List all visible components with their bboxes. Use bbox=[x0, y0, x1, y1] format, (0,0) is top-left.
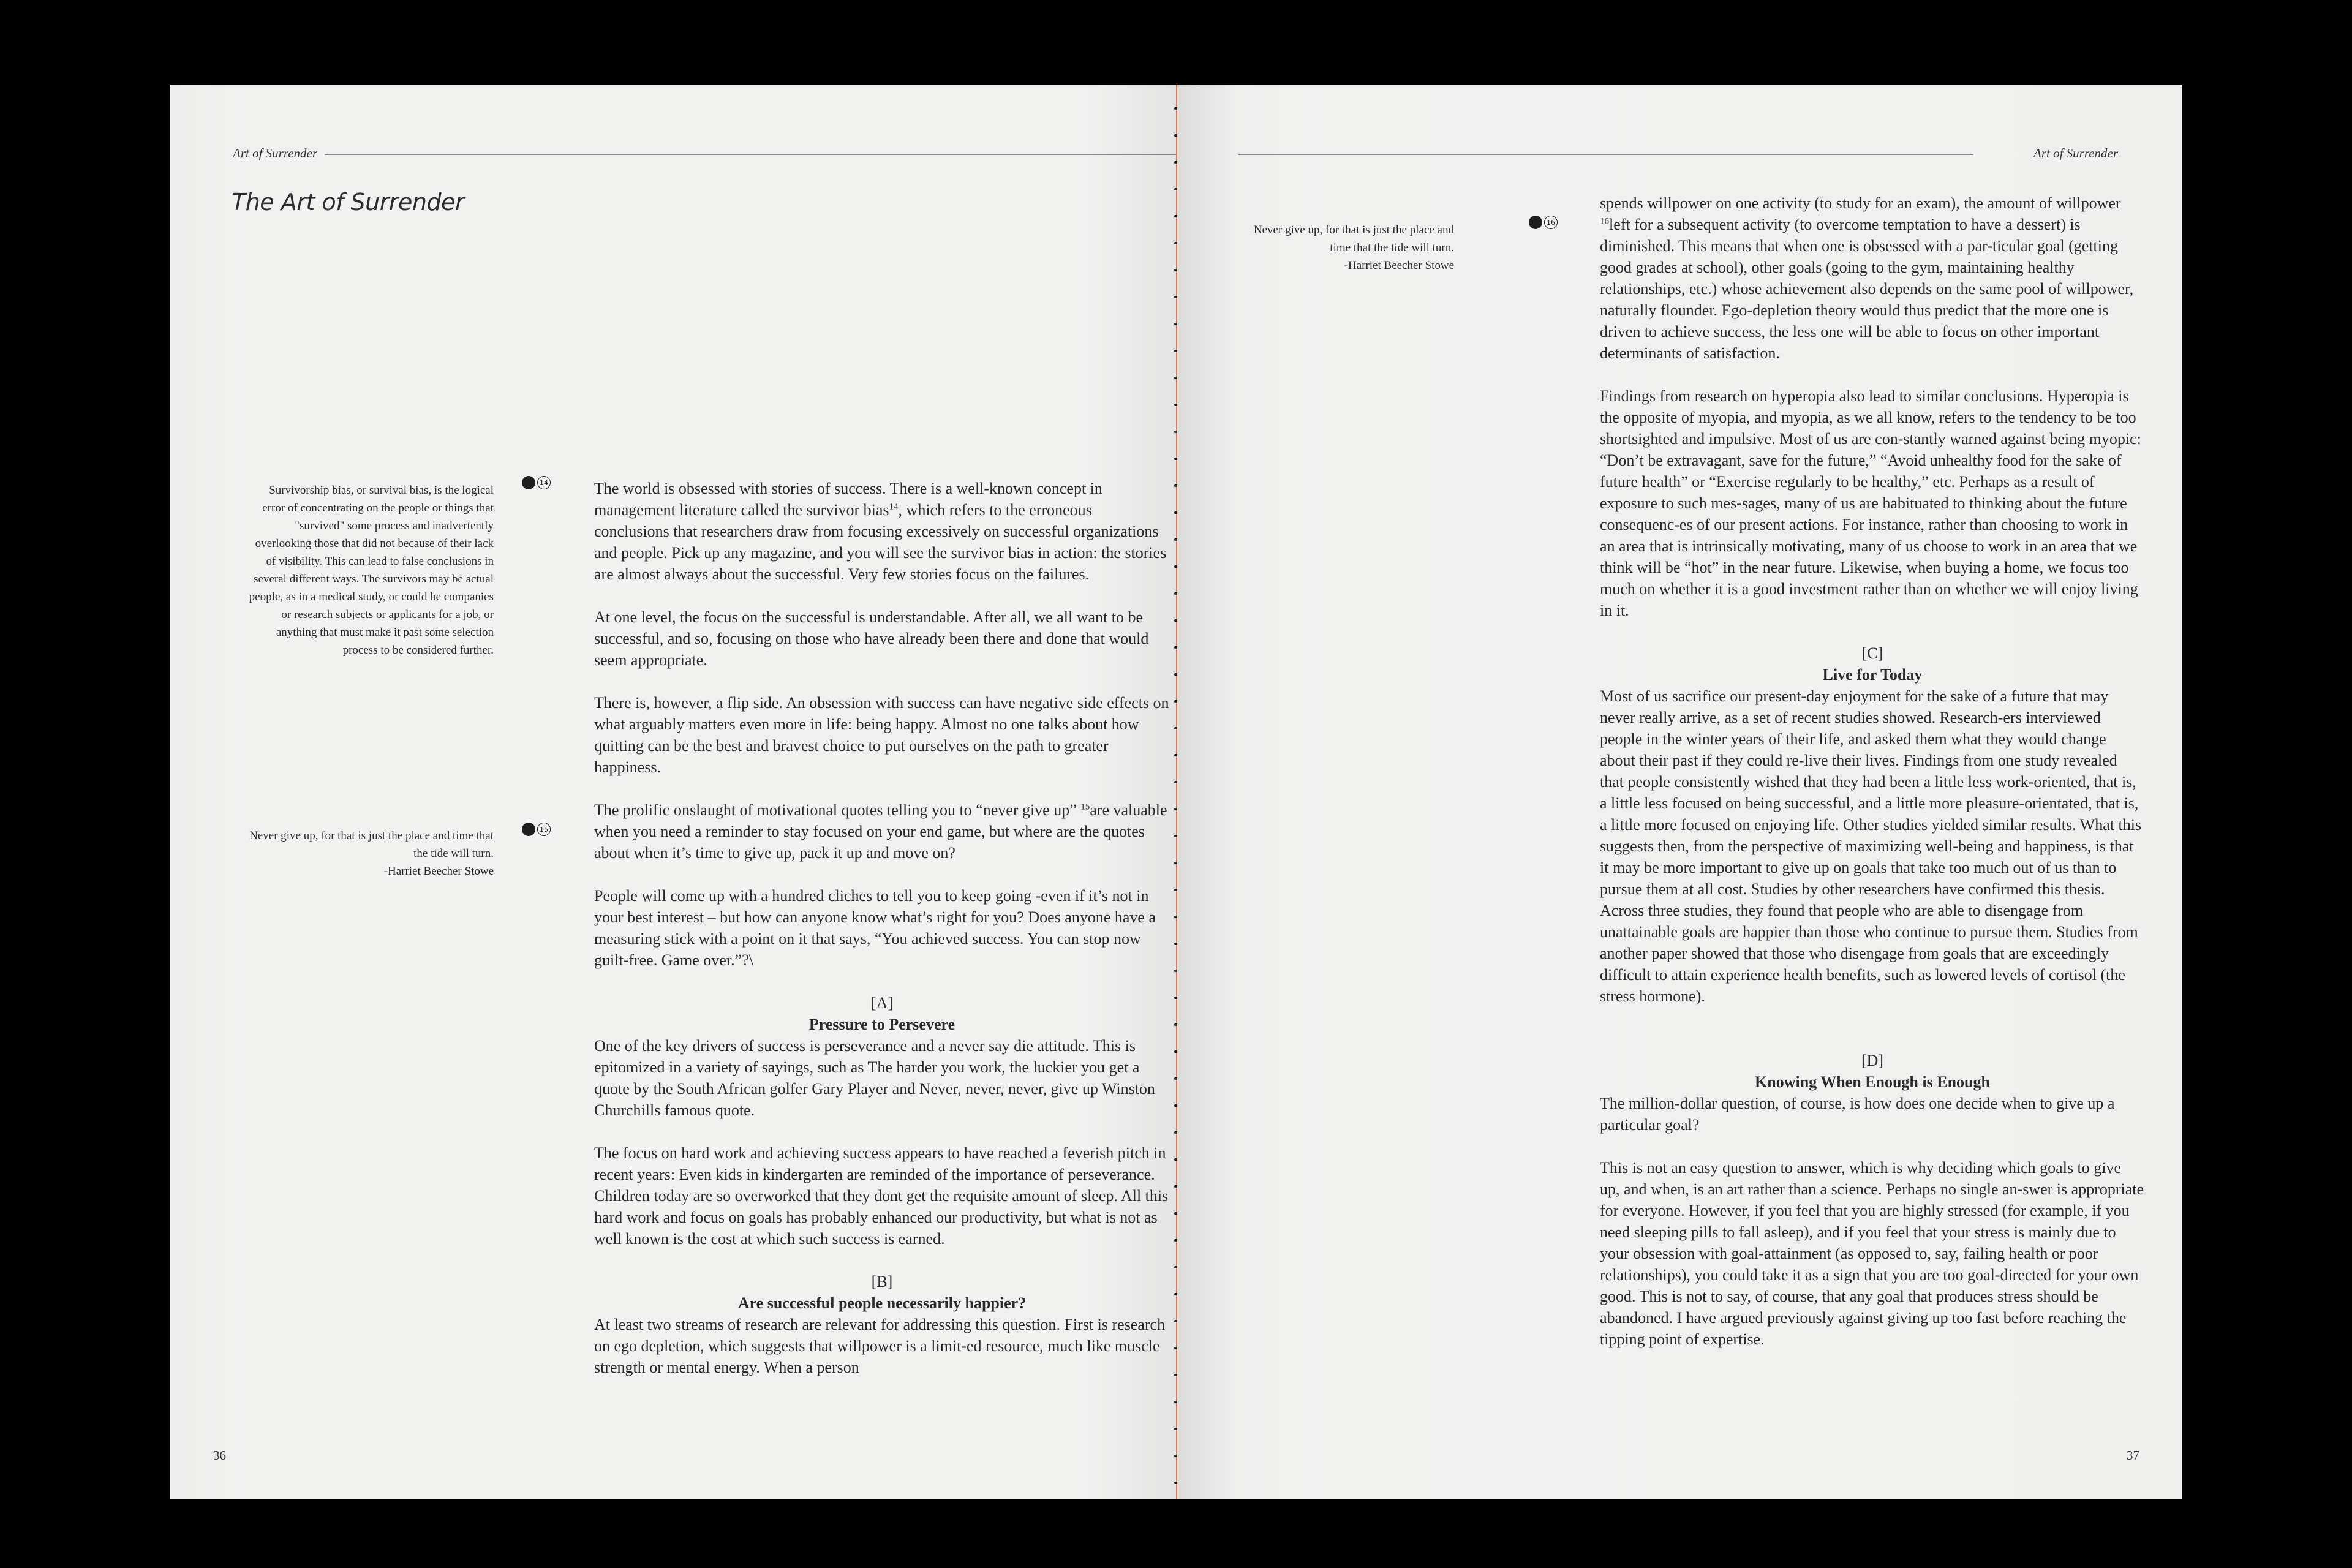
paragraph: The focus on hard work and achieving success appears to have reached a feverish pitch in recent years: Even kids in kindergarten are reminded of the importance of perseverance. Children today are so overworked that they dont get the requisite amount of sleep. All this hard work and focus on goals has probably enhanced our productivity, but what is not as well known is the cost at which such success is earned. bbox=[594, 1144, 1169, 1248]
sidenote-survivorship-bias: Survivorship bias, or survival bias, is the logical error of concentrating on the people or things that "survived" some process and inadvertently overlooking those that did not because of their lack of visibility. This can lead to false conclusions in several different ways. The survivors may be actual people, as in a medical study, or could be companies or research subjects or applicants for a job, or anything that must make it past some selection process to be considered further. bbox=[249, 484, 494, 657]
page-number-right: 37 bbox=[2127, 1448, 2139, 1463]
sidenote-quote-text: Never give up, for that is just the place and time that the tide will turn. bbox=[1253, 224, 1454, 254]
sidenote-quote-author: -Harriet Beecher Stowe bbox=[383, 865, 494, 878]
paragraph: spends willpower on one activity (to study for an exam), the amount of willpower $^{16}$left for a subsequent activity (to overcome temptation to have a dessert) is diminished. This means that when one is obsessed with a par-ticular goal (getting good grades at school), other goals (going to the gym, maintaining healthy relationships, etc.) whose achievement also depends on the same pool of willpower, naturally flounder. Ego-depletion theory would thus predict that the more one is driven to achieve success, the less one will be able to focus on other important determinants of satisfaction. bbox=[1600, 194, 2134, 362]
paragraph: The world is obsessed with stories of success. There is a well-known concept in management literature called the survivor bias$^{14}$, which refers to the erroneous conclusions that researchers draw from focusing excessively on successful organizations and people. Pick up any magazine, and you will see the survivor bias in action: the stories are almost always about the successful. Very few stories focus on the failures. bbox=[594, 480, 1167, 583]
footnote-marker-16 bbox=[1529, 216, 1558, 229]
footnote-marker-15 bbox=[522, 823, 551, 836]
paragraph: At least two streams of research are relevant for addressing this question. First is research on ego depletion, which suggests that willpower is a limit-ed resource, much like muscle strength or mental energy. When a person bbox=[594, 1316, 1166, 1376]
paragraph: Findings from research on hyperopia also lead to similar conclusions. Hyperopia is the opposite of myopia, and myopia, as we all know, refers to the tendency to be too shortsighted and impulsive. Most of us are con-stantly warned against being myopic: “Don’t be extravagant, save for the future,” “Avoid unhealthy food for the sake of future health” or “Exercise regularly to be healthy,” etc. Perhaps as a result of exposure to such mes-sages, many of us are habituated to thinking about the future consequenc-es of our present actions. For instance, rather than choosing to work in an area that is intrinsically motivating, many of us choose to work in an area that we think will be “hot” in the near future. Likewise, when buying a home, we focus too much on whether it is a good investment rather than on whether we will enjoy living in it. bbox=[1600, 387, 2141, 619]
section-title-b: Are successful people necessarily happier? bbox=[737, 1294, 1027, 1312]
circled-number-icon: 16 bbox=[1544, 216, 1558, 229]
bullet-dot-icon bbox=[522, 476, 535, 489]
paragraph: People will come up with a hundred cliches to tell you to keep going -even if it’s not in your best interest – but how can anyone know what’s right for you? Does anyone have a measuring stick with a point on it that says, “You achieved success. You can stop now guilt-free. Game over.”?\ bbox=[594, 887, 1156, 969]
running-head-right: Art of Surrender bbox=[2034, 146, 2119, 160]
sidenote-quote-16 bbox=[1238, 221, 1454, 274]
right-body-column bbox=[1600, 192, 2145, 1371]
sidenote-quote-author: -Harriet Beecher Stowe bbox=[1344, 259, 1454, 272]
sidenote-quote-text: Never give up, for that is just the place and time that the tide will turn. bbox=[249, 829, 494, 860]
page-title: The Art of Surrender bbox=[232, 189, 465, 216]
left-page bbox=[170, 85, 1177, 1499]
paragraph: Most of us sacrifice our present-day enjoyment for the sake of a future that may never really arrive, as a set of recent studies showed. Research-ers interviewed people in the winter years of their life, and asked them what they would change about their past if they could re-live their lives. Findings from one study revealed that people consistently wished that they had been a little less work-oriented, that is, a little less focused on being successful, and a little more pleasure-orientated, that is, a little more focused on enjoying life. Other studies yielded similar results. What this suggests then, from the perspective of maximizing well-being and happiness, is that it may be more important to give up on goals that take too much out of us than to pursue them at all cost. Studies by other researchers have confirmed this thesis. Across three studies, they found that people who are able to disengage from unattainable goals are happier than those who continue to pursue them. Studies from another paper showed that those who disengage from goals that are exceedingly difficult to attain experience health benefits, such as lowered levels of cortisol (the stress hormone). bbox=[1600, 687, 2142, 1005]
header-rule-right bbox=[1238, 154, 1973, 155]
running-head-left: Art of Surrender bbox=[233, 146, 318, 160]
footnote-marker-14 bbox=[522, 476, 551, 489]
section-label-d: [D] bbox=[1861, 1052, 1884, 1069]
left-body-column bbox=[594, 478, 1170, 1400]
section-label-a: [A] bbox=[870, 994, 894, 1012]
header-rule-left bbox=[325, 154, 1177, 155]
section-label-b: [B] bbox=[871, 1273, 893, 1291]
circled-number-icon: 15 bbox=[537, 823, 551, 836]
right-page bbox=[1177, 85, 2182, 1499]
section-title-d: Knowing When Enough is Enough bbox=[1755, 1073, 1990, 1091]
section-title-c: Live for Today bbox=[1822, 666, 1923, 684]
paragraph: One of the key drivers of success is perseverance and a never say die attitude. This is epitomized in a variety of sayings, such as The harder you work, the luckier you get a quote by the South African golfer Gary Player and Never, never, never, give up Winston Churchills famous quote. bbox=[594, 1037, 1155, 1119]
paragraph: The million-dollar question, of course, is how does one decide when to give up a particular goal? bbox=[1600, 1095, 2115, 1134]
paragraph: There is, however, a flip side. An obsession with success can have negative side effects on what arguably matters even more in life: being happy. Almost no one talks about how quitting can be the best and bravest choice to put ourselves on the path to greater happiness. bbox=[594, 694, 1169, 776]
bullet-dot-icon bbox=[1529, 216, 1542, 229]
paragraph: The prolific onslaught of motivational quotes telling you to “never give up” $^{15}$are valuable when you need a reminder to stay focused on your end game, but where are the quotes about when it’s time to give up, pack it up and move on? bbox=[594, 801, 1167, 862]
bullet-dot-icon bbox=[522, 823, 535, 836]
paragraph: This is not an easy question to answer, which is why deciding which goals to give up, and when, is an art rather than a science. Perhaps no single an-swer is appropriate for everyone. However, if you feel that you are highly stressed (for example, if you need sleeping pills to fall asleep), and if you feel that your stress is mainly due to your obsession with goal-attainment (as opposed to, say, failing health or poor relationships), you could take it as a sign that you are too goal-directed for your own good. This is not to say, of course, that any goal that produces stress should be abandoned. I have argued previously against giving up too fast before reaching the tipping point of expertise. bbox=[1600, 1159, 2144, 1348]
sidenote-quote-15 bbox=[244, 827, 494, 880]
circled-number-icon: 14 bbox=[537, 476, 551, 489]
page-number-left: 36 bbox=[213, 1448, 226, 1463]
section-label-c: [C] bbox=[1861, 644, 1883, 662]
paragraph: At one level, the focus on the successful is understandable. After all, we all want to be successful, and so, focusing on those who have already been there and done that would seem appropriate. bbox=[594, 608, 1149, 669]
section-title-a: Pressure to Persevere bbox=[809, 1016, 956, 1033]
